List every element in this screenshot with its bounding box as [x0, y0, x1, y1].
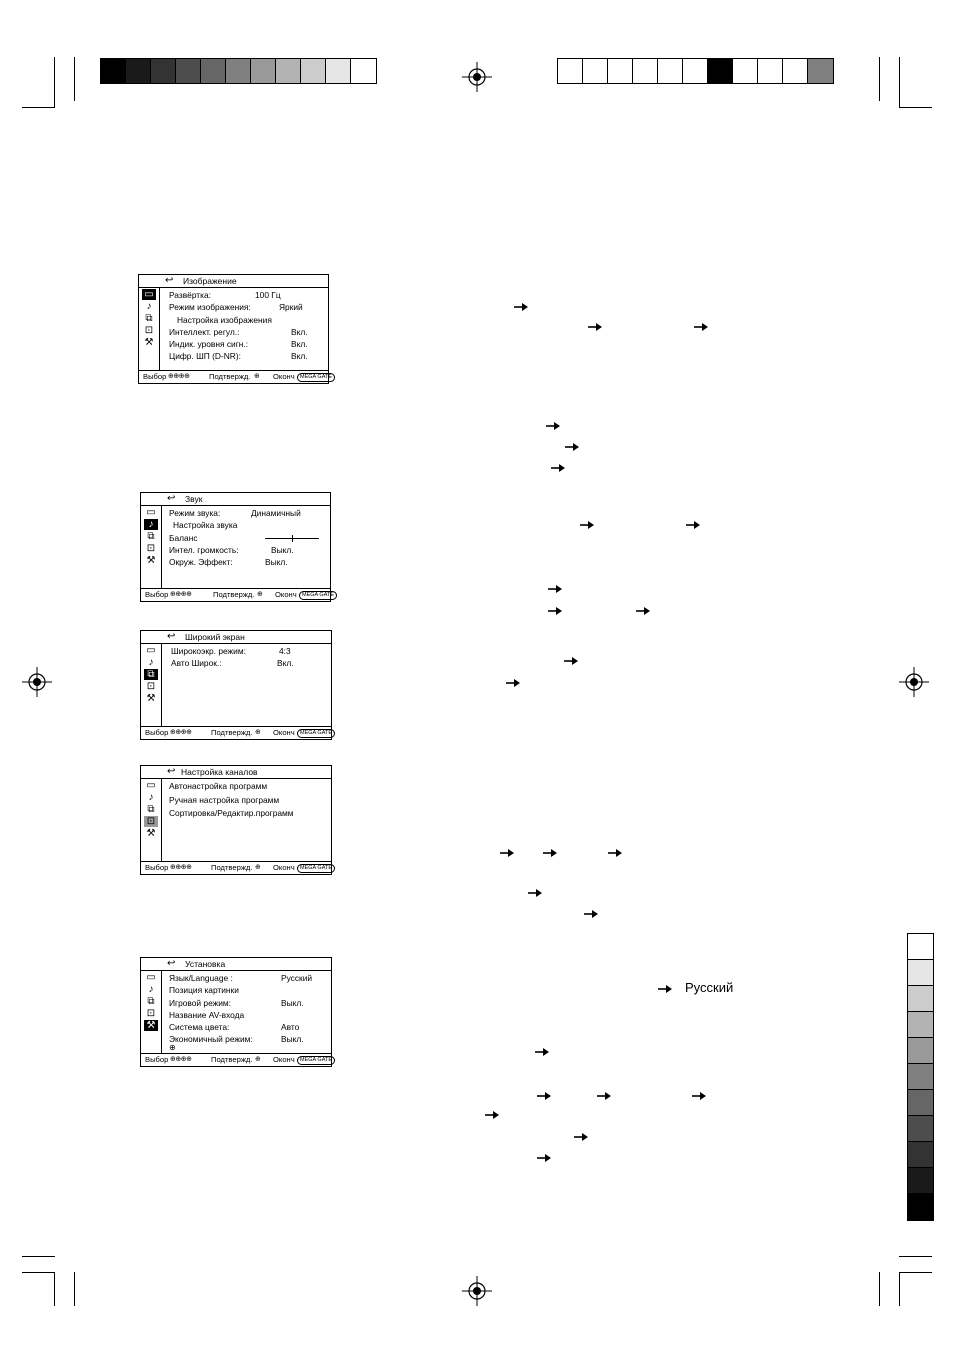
registration-mark-icon	[22, 667, 52, 697]
menu-footer: Выбор ⊕⊕⊕⊕ Подтвержд. ⊕ Оконч MEGA GATE	[141, 1053, 331, 1066]
arrow-right-icon	[543, 848, 557, 858]
color-swatch	[908, 1090, 933, 1116]
color-bar-top-right	[557, 58, 834, 84]
arrow-right-icon	[546, 421, 560, 431]
color-swatch	[176, 59, 201, 83]
sound-icon: ♪	[148, 792, 154, 803]
channel-icon: ⊡	[146, 1008, 156, 1019]
crop-mark	[879, 57, 880, 101]
color-swatch	[908, 1012, 933, 1038]
menu-row: Название AV-входа	[169, 1009, 245, 1020]
crop-mark	[899, 1272, 900, 1306]
arrow-right-icon	[636, 606, 650, 616]
crop-mark	[899, 1272, 932, 1273]
menu-row: Интеллект. регул.: Вкл.	[169, 326, 308, 337]
arrow-right-icon	[564, 656, 578, 666]
channel-icon: ⊡	[144, 816, 158, 827]
arrow-right-icon	[584, 909, 598, 919]
crop-mark	[74, 57, 75, 101]
arrow-right-icon	[537, 1153, 551, 1163]
scroll-down-icon: ⊕	[169, 1043, 176, 1052]
arrow-right-icon	[551, 463, 565, 473]
crop-mark	[54, 1272, 55, 1306]
menu-row: Окруж. Эффект: Выкл.	[169, 557, 288, 568]
menu-title-bar	[141, 631, 331, 644]
color-swatch	[583, 59, 608, 83]
color-swatch	[783, 59, 808, 83]
menu-row: Настройка изображения	[177, 314, 272, 325]
menu-row: Интел. громкость: Выкл.	[169, 544, 294, 555]
color-swatch	[908, 1168, 933, 1194]
color-swatch	[683, 59, 708, 83]
color-swatch	[658, 59, 683, 83]
picture-icon: ▭	[146, 645, 156, 656]
menu-footer: Выбор ⊕⊕⊕⊕ Подтвержд. ⊕ Оконч MEGA GATE	[141, 588, 330, 601]
menu-row: Индик. уровня сигн.: Вкл.	[169, 339, 308, 350]
wide-screen-menu	[140, 630, 332, 740]
menu-row: Авто Широк.: Вкл.	[171, 658, 294, 669]
menu-row: Экономичный режим: Выкл.	[169, 1034, 304, 1045]
menu-title-bar	[141, 493, 330, 506]
registration-mark-icon	[899, 667, 929, 697]
color-swatch	[251, 59, 276, 83]
arrow-right-icon	[608, 848, 622, 858]
sound-icon: ♪	[144, 519, 158, 530]
color-swatch	[101, 59, 126, 83]
crop-mark	[899, 1256, 932, 1257]
menu-row: Широкоэкр. режим: 4:3	[171, 646, 291, 656]
return-icon: ↩	[167, 493, 176, 504]
sound-icon: ♪	[148, 657, 154, 668]
wrench-icon: ⚒	[144, 337, 154, 348]
menu-title: Изображение	[183, 276, 237, 286]
russian-label: Русский	[685, 980, 734, 995]
picture-icon: ▭	[142, 289, 156, 300]
color-swatch	[633, 59, 658, 83]
arrow-right-icon	[514, 302, 528, 312]
arrow-right-icon	[506, 678, 520, 688]
menu-title-bar	[141, 958, 331, 971]
arrow-right-icon	[658, 984, 672, 994]
menu-footer: Выбор ⊕⊕⊕⊕ Подтвержд. ⊕ Оконч MEGA GATE	[141, 861, 331, 874]
arrow-right-icon	[565, 442, 579, 452]
arrow-right-icon	[686, 520, 700, 530]
menu-icon-column	[141, 644, 162, 727]
sound-icon: ♪	[148, 984, 154, 995]
arrow-right-icon	[535, 1047, 549, 1057]
menu-title: Звук	[185, 494, 203, 504]
return-icon: ↩	[167, 631, 176, 642]
arrow-right-icon	[548, 584, 562, 594]
menu-icon-column	[141, 506, 162, 589]
menu-title-bar	[141, 766, 331, 779]
color-bar-top-left	[100, 58, 377, 84]
color-swatch	[708, 59, 733, 83]
registration-mark-icon	[462, 1276, 492, 1306]
arrow-right-icon	[580, 520, 594, 530]
arrow-right-icon	[548, 606, 562, 616]
color-swatch	[908, 934, 933, 960]
color-swatch	[908, 1142, 933, 1168]
color-swatch	[558, 59, 583, 83]
menu-row: Баланс	[169, 532, 326, 544]
color-swatch	[908, 960, 933, 986]
crop-mark	[22, 107, 55, 108]
picture-icon: ▭	[146, 780, 156, 791]
menu-title: Настройка каналов	[181, 767, 258, 777]
menu-row: Цифр. ШП (D-NR): Вкл.	[169, 351, 308, 362]
color-swatch	[126, 59, 151, 83]
picture-menu	[138, 274, 332, 384]
arrow-right-icon	[588, 322, 602, 332]
menu-row: Игровой режим: Выкл.	[169, 997, 304, 1008]
color-swatch	[351, 59, 376, 83]
arrow-right-icon	[694, 322, 708, 332]
color-swatch	[908, 1064, 933, 1090]
crop-mark	[879, 1272, 880, 1306]
arrow-right-icon	[485, 1110, 499, 1120]
menu-row: Система цвета: Авто	[169, 1022, 300, 1033]
menu-title-bar	[139, 275, 328, 288]
balance-slider	[265, 538, 319, 539]
menu-row: Язык/Language : Русский	[169, 973, 313, 983]
color-swatch	[151, 59, 176, 83]
wrench-icon: ⚒	[146, 555, 156, 566]
crop-mark	[899, 57, 900, 107]
color-swatch	[226, 59, 251, 83]
wide-screen-icon: ⧉	[144, 669, 158, 680]
crop-mark	[899, 107, 932, 108]
channel-icon: ⊡	[146, 681, 156, 692]
wide-screen-icon: ⧉	[147, 804, 155, 815]
sound-menu	[140, 492, 334, 602]
arrow-right-icon	[597, 1091, 611, 1101]
menu-row: Сортировка/Редактир.программ	[169, 808, 294, 819]
menu-row: Режим изображения: Яркий	[169, 302, 303, 313]
menu-row: Настройка звука	[173, 520, 238, 531]
color-swatch	[733, 59, 758, 83]
menu-row: Позиция картинки	[169, 985, 239, 996]
wrench-icon: ⚒	[146, 693, 156, 704]
picture-icon: ▭	[146, 972, 156, 983]
menu-row: Ручная настройка программ	[169, 794, 280, 805]
setup-menu	[140, 957, 332, 1067]
return-icon: ↩	[165, 275, 174, 286]
menu-icon-column	[141, 971, 162, 1054]
color-swatch	[326, 59, 351, 83]
menu-footer: Выбор ⊕⊕⊕⊕ Подтвержд. ⊕ Оконч MEGA GATE	[139, 370, 328, 383]
registration-mark-icon	[462, 62, 492, 92]
wrench-icon: ⚒	[146, 828, 156, 839]
menu-row: Развёртка: 100 Гц	[169, 290, 281, 300]
wide-screen-icon: ⧉	[145, 313, 153, 324]
picture-icon: ▭	[146, 507, 156, 518]
sound-icon: ♪	[146, 301, 152, 312]
crop-mark	[74, 1272, 75, 1306]
color-bar-side	[907, 933, 934, 1221]
channel-icon: ⊡	[146, 543, 156, 554]
channel-setup-menu	[140, 765, 332, 875]
color-swatch	[608, 59, 633, 83]
color-swatch	[301, 59, 326, 83]
menu-icon-column	[139, 288, 160, 371]
color-swatch	[908, 986, 933, 1012]
color-swatch	[201, 59, 226, 83]
menu-footer: Выбор ⊕⊕⊕⊕ Подтвержд. ⊕ Оконч MEGA GATE	[141, 726, 331, 739]
crop-mark	[22, 1272, 55, 1273]
menu-title: Установка	[185, 959, 226, 969]
arrow-right-icon	[500, 848, 514, 858]
arrow-right-icon	[692, 1091, 706, 1101]
wrench-icon: ⚒	[144, 1020, 158, 1031]
menu-row: Режим звука: Динамичный	[169, 508, 301, 518]
color-swatch	[908, 1116, 933, 1142]
menu-row: Автонастройка программ	[169, 781, 268, 791]
crop-mark	[54, 57, 55, 107]
return-icon: ↩	[167, 766, 176, 777]
crop-mark	[22, 1256, 55, 1257]
color-swatch	[758, 59, 783, 83]
arrow-right-icon	[528, 888, 542, 898]
return-icon: ↩	[167, 958, 176, 969]
color-swatch	[276, 59, 301, 83]
arrow-right-icon	[537, 1091, 551, 1101]
channel-icon: ⊡	[144, 325, 154, 336]
wide-screen-icon: ⧉	[147, 996, 155, 1007]
menu-icon-column	[141, 779, 162, 862]
color-swatch	[908, 1038, 933, 1064]
color-swatch	[808, 59, 833, 83]
arrow-right-icon	[574, 1132, 588, 1142]
wide-screen-icon: ⧉	[147, 531, 155, 542]
menu-title: Широкий экран	[185, 632, 245, 642]
color-swatch	[908, 1194, 933, 1220]
